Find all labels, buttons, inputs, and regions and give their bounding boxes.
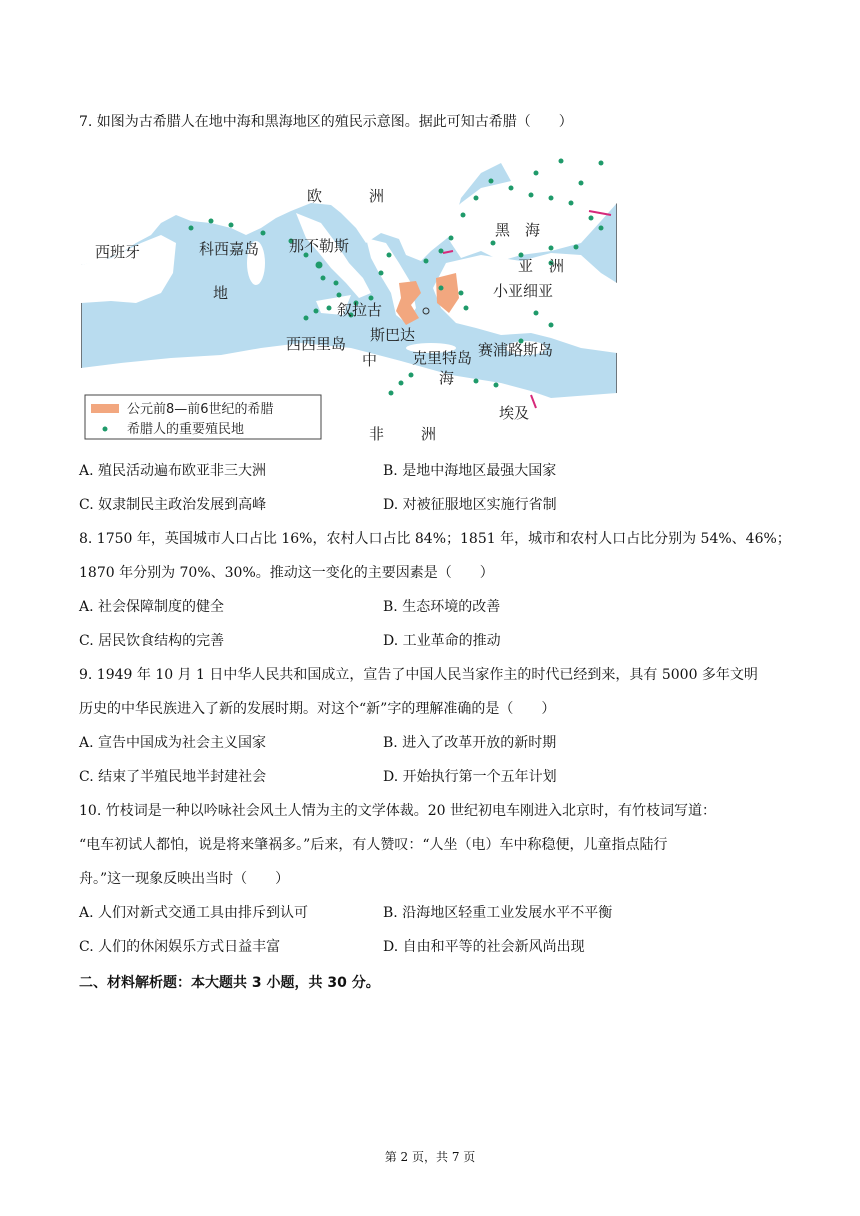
label-black-sea-1: 黑 <box>495 221 511 239</box>
label-syracuse: 叙拉古 <box>337 301 383 319</box>
label-europe-2: 洲 <box>369 187 385 205</box>
label-zhong: 中 <box>362 351 378 369</box>
q10-stem-line1: 10. 竹枝词是一种以吟咏社会风土人情为主的文学体裁。20 世纪初电车刚进入北京时，有竹枝词写道： <box>79 803 716 819</box>
q9-option-d: D. 开始执行第一个五年计划 <box>383 769 557 785</box>
q7-option-d: D. 对被征服地区实施行省制 <box>383 497 557 513</box>
q10-option-d: D. 自由和平等的社会新风尚出现 <box>383 939 585 955</box>
q10-option-c: C. 人们的休闲娱乐方式日益丰富 <box>79 939 281 955</box>
label-egypt: 埃及 <box>499 404 530 422</box>
section-2-heading: 二、材料解析题：本大题共 3 小题，共 30 分。 <box>79 975 380 991</box>
legend-colonies: 希腊人的重要殖民地 <box>127 422 245 437</box>
q9-stem-line1: 9. 1949 年 10 月 1 日中华人民共和国成立，宣告了中国人民当家作主的时代已经到来，具有 5000 多年文明 <box>79 667 758 683</box>
label-asia-minor: 小亚细亚 <box>493 282 554 300</box>
q7-option-a: A. 殖民活动遍布欧亚非三大洲 <box>79 463 267 479</box>
page-footer: 第 2 页，共 7 页 <box>384 1150 476 1164</box>
q10-stem-line2: “电车初试人都怕，说是将来肇祸多。”后来，有人赞叹：“人坐（电）车中称稳便，儿童指点陆行 <box>79 837 668 853</box>
label-asia-2: 洲 <box>549 257 565 275</box>
q8-option-c: C. 居民饮食结构的完善 <box>79 633 225 649</box>
label-spain: 西班牙 <box>95 243 141 261</box>
q8-stem-line1: 8. 1750 年，英国城市人口占比 16%，农村人口占比 84%；1851 年，城市和农村人口占比分别为 54%、46%； <box>79 531 791 547</box>
label-hai: 海 <box>439 369 455 387</box>
label-africa-1: 非 <box>369 425 385 442</box>
greek-colonization-map <box>81 143 617 442</box>
q8-option-a: A. 社会保障制度的健全 <box>79 599 225 615</box>
q9-stem-line2: 历史的中华民族进入了新的发展时期。对这个“新”字的理解准确的是（ ） <box>79 701 556 717</box>
label-naples: 那不勒斯 <box>289 237 350 255</box>
label-asia-1: 亚 <box>518 257 534 275</box>
label-black-sea-2: 海 <box>525 221 541 239</box>
map-legend <box>85 395 321 439</box>
label-sparta: 斯巴达 <box>370 326 416 344</box>
label-cyprus: 赛浦路斯岛 <box>478 341 554 359</box>
q10-stem-line3: 舟。”这一现象反映出当时（ ） <box>79 871 290 887</box>
q7-option-c: C. 奴隶制民主政治发展到高峰 <box>79 497 267 513</box>
label-europe-1: 欧 <box>307 187 323 205</box>
q8-option-d: D. 工业革命的推动 <box>383 633 501 649</box>
q9-option-c: C. 结束了半殖民地半封建社会 <box>79 769 267 785</box>
q9-option-a: A. 宣告中国成为社会主义国家 <box>79 735 267 751</box>
q7-stem: 7. 如图为古希腊人在地中海和黑海地区的殖民示意图。据此可知古希腊（ ） <box>79 114 573 130</box>
q9-option-b: B. 进入了改革开放的新时期 <box>383 735 557 751</box>
q10-option-b: B. 沿海地区轻重工业发展水平不平衡 <box>383 905 613 921</box>
label-crete: 克里特岛 <box>412 349 473 367</box>
label-sicily: 西西里岛 <box>286 335 347 353</box>
label-africa-2: 洲 <box>421 425 437 442</box>
q8-option-b: B. 生态环境的改善 <box>383 599 501 615</box>
q10-option-a: A. 人们对新式交通工具由排斥到认可 <box>79 905 309 921</box>
q7-option-b: B. 是地中海地区最强大国家 <box>383 463 557 479</box>
label-di: 地 <box>213 284 229 302</box>
legend-greece: 公元前8—前6世纪的希腊 <box>127 402 274 417</box>
q8-stem-line2: 1870 年分别为 70%、30%。推动这一变化的主要因素是（ ） <box>79 565 494 581</box>
label-corsica: 科西嘉岛 <box>199 240 260 258</box>
